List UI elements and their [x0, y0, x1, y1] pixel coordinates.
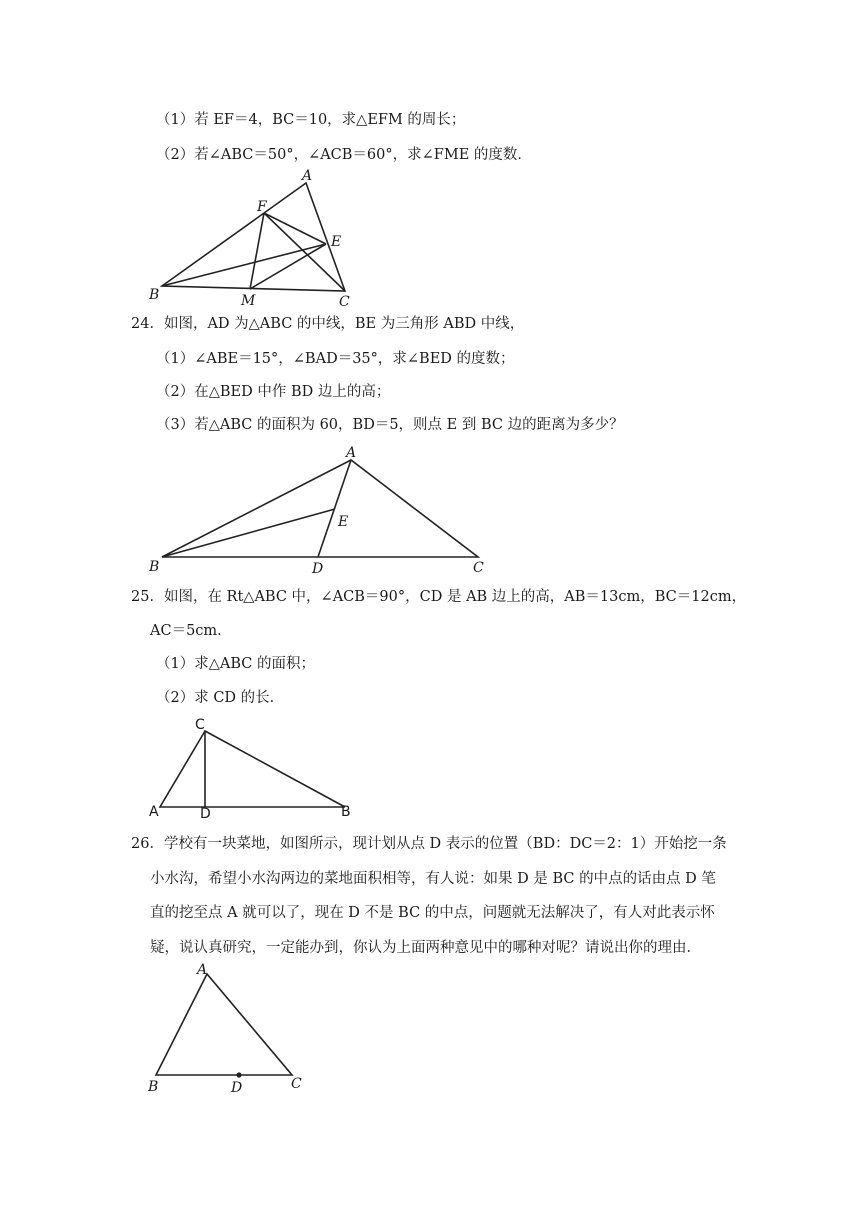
segment-fc	[264, 213, 345, 291]
q25-stem-cont: AC＝5cm．	[150, 623, 232, 639]
segment-fm	[250, 213, 264, 289]
label-b: B	[149, 287, 160, 303]
q23-sub1: （1）若 EF＝4，BC＝10，求△EFM 的周长；	[156, 112, 466, 128]
label-c: C	[291, 1076, 302, 1092]
label-e: E	[331, 234, 342, 250]
q25-figure	[140, 712, 370, 822]
point-d	[236, 1072, 241, 1077]
segment-me	[250, 244, 326, 289]
q26-line2: 小水沟，希望小水沟两边的菜地面积相等，有人说：如果 D 是 BC 的中点的话由点 D 笔	[150, 871, 716, 887]
label-c: C	[473, 560, 484, 576]
triangle-abc	[156, 974, 292, 1075]
segment-fe	[264, 213, 326, 244]
q25-sub2: （2）求 CD 的长．	[156, 690, 285, 706]
triangle-abc	[162, 460, 478, 557]
q26-line4: 疑，说认真研究，一定能办到，你认为上面两种意见中的哪种对呢？请说出你的理由．	[150, 940, 701, 956]
label-d: D	[312, 561, 324, 577]
label-a: A	[302, 168, 313, 184]
triangle-abc	[162, 183, 345, 291]
label-m: M	[241, 293, 256, 309]
segment-be	[162, 509, 335, 557]
q24-sub2: （2）在△BED 中作 BD 边上的高；	[156, 384, 391, 400]
q24-figure	[140, 440, 500, 580]
q26-line1: 26．学校有一块菜地，如图所示，现计划从点 D 表示的位置（BD：DC＝2：1）开始挖一条	[131, 836, 727, 852]
label-d: D	[200, 806, 211, 822]
q26-line3: 直的挖至点 A 就可以了，现在 D 不是 BC 的中点，问题就无法解决了，有人对此表示怀	[150, 905, 715, 921]
label-b: B	[341, 804, 351, 820]
q24-stem: 24．如图，AD 为△ABC 的中线，BE 为三角形 ABD 中线，	[131, 316, 525, 332]
label-c: C	[195, 717, 205, 733]
q23-sub2: （2）若∠ABC＝50°，∠ACB＝60°，求∠FME 的度数．	[156, 147, 532, 163]
label-c: C	[339, 294, 350, 310]
label-b: B	[149, 559, 160, 575]
label-a: A	[197, 962, 208, 978]
label-a: A	[149, 804, 159, 820]
label-b: B	[148, 1079, 159, 1095]
q24-sub3: （3）若△ABC 的面积为 60，BD＝5，则点 E 到 BC 边的距离为多少？	[156, 417, 624, 433]
q23-figure	[140, 165, 360, 310]
q25-sub1: （1）求△ABC 的面积；	[156, 656, 315, 672]
segment-be	[162, 244, 326, 286]
triangle-abc	[160, 731, 345, 807]
label-a: A	[346, 445, 357, 461]
label-f: F	[257, 199, 267, 215]
label-d: D	[231, 1080, 243, 1096]
q24-sub1: （1）∠ABE＝15°，∠BAD＝35°，求∠BED 的度数；	[156, 351, 515, 367]
q26-figure	[140, 958, 320, 1098]
label-e: E	[338, 514, 349, 530]
q25-stem: 25．如图，在 Rt△ABC 中，∠ACB＝90°，CD 是 AB 边上的高，AB＝13cm，BC＝12cm，	[131, 589, 747, 605]
